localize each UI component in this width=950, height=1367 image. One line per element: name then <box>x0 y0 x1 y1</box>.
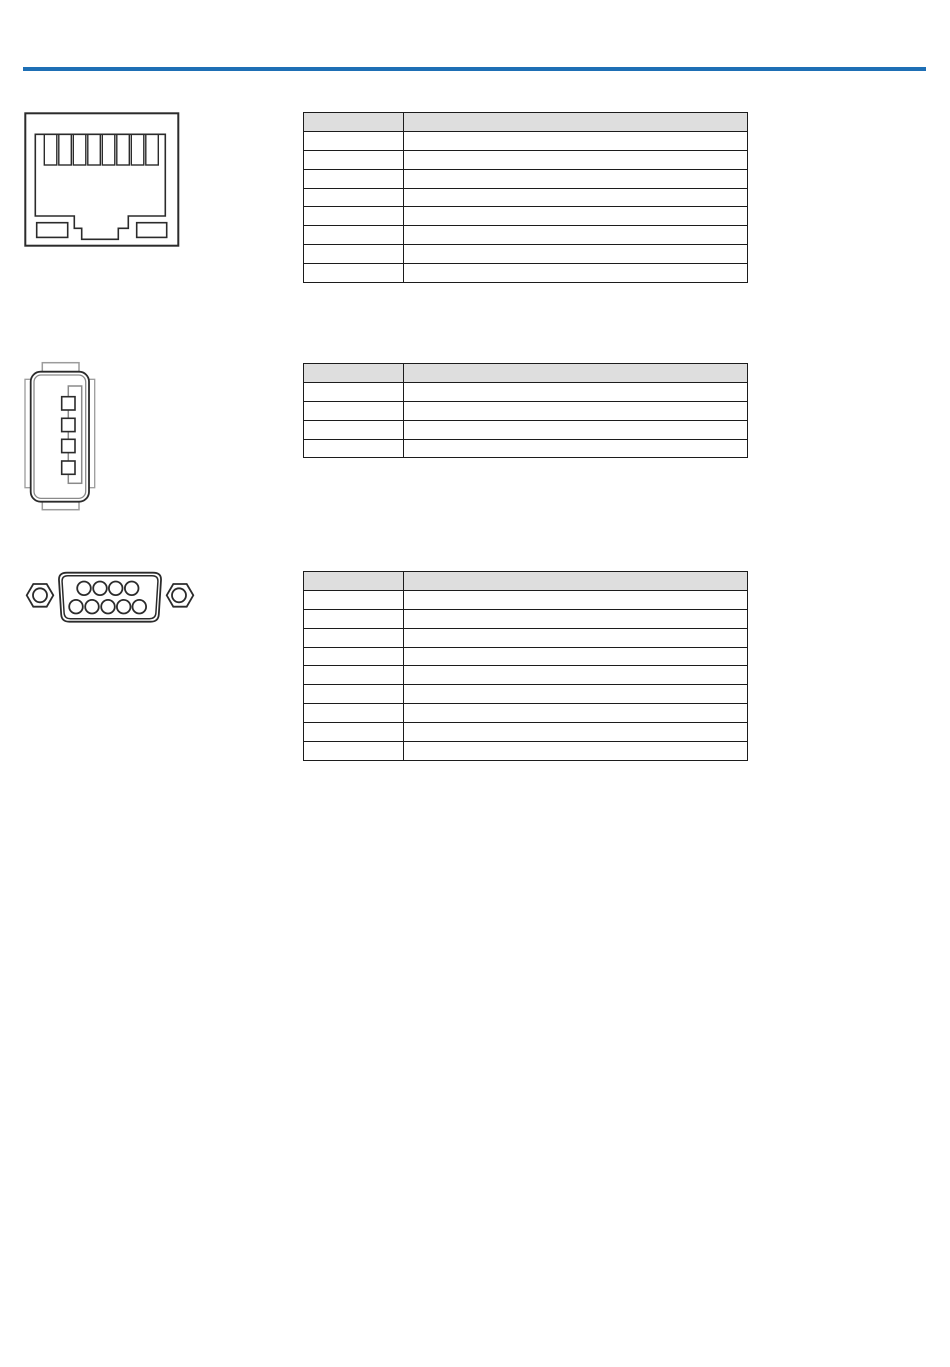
table-cell <box>304 169 404 188</box>
rj45-outer-shell <box>25 113 178 245</box>
table-header-cell <box>304 572 404 591</box>
table-cell <box>404 742 748 761</box>
table-cell <box>404 666 748 685</box>
table-cell <box>304 609 404 628</box>
table-row <box>304 150 748 169</box>
table-row <box>304 226 748 245</box>
table-cell <box>304 188 404 207</box>
table-cell <box>304 628 404 647</box>
table-cell <box>404 628 748 647</box>
table-cell <box>404 704 748 723</box>
table-row <box>304 590 748 609</box>
usb-pinout-table <box>303 363 748 458</box>
rj45-pins <box>44 134 158 165</box>
table-cell <box>304 723 404 742</box>
table-row <box>304 647 748 666</box>
table-cell <box>404 264 748 283</box>
table-row <box>304 169 748 188</box>
table-cell <box>304 226 404 245</box>
table-cell <box>304 150 404 169</box>
db9-shell-outer <box>59 573 161 622</box>
db9-pinout-table <box>303 571 748 761</box>
db9-connector-diagram-icon <box>22 567 197 625</box>
table-cell <box>404 131 748 150</box>
table-cell <box>404 647 748 666</box>
table-row <box>304 264 748 283</box>
table-cell <box>404 439 748 458</box>
table-cell <box>404 169 748 188</box>
rj45-mount-tabs <box>37 223 167 238</box>
table-cell <box>304 685 404 704</box>
table-header-cell <box>304 364 404 383</box>
table-header-cell <box>404 113 748 132</box>
usb-shell-outer <box>31 372 89 502</box>
table-row <box>304 245 748 264</box>
table-cell <box>304 647 404 666</box>
table-row <box>304 628 748 647</box>
rj45-pinout-table <box>303 112 748 283</box>
table-header-cell <box>404 364 748 383</box>
table-cell <box>304 704 404 723</box>
header-divider-rule <box>23 67 926 71</box>
table-cell <box>404 590 748 609</box>
table-cell <box>304 439 404 458</box>
table-cell <box>404 420 748 439</box>
table-header-row <box>304 572 748 591</box>
table-cell <box>404 207 748 226</box>
table-row <box>304 439 748 458</box>
table-cell <box>404 382 748 401</box>
table-row <box>304 420 748 439</box>
table-row <box>304 742 748 761</box>
table-header-row <box>304 364 748 383</box>
table-cell <box>304 590 404 609</box>
table-cell <box>304 401 404 420</box>
table-row <box>304 723 748 742</box>
table-cell <box>304 742 404 761</box>
table-cell <box>404 150 748 169</box>
table-row <box>304 188 748 207</box>
table-header-row <box>304 113 748 132</box>
table-row <box>304 609 748 628</box>
table-cell <box>304 666 404 685</box>
table-cell <box>404 723 748 742</box>
usb-receptacle-diagram-icon <box>22 358 98 514</box>
table-cell <box>304 264 404 283</box>
table-row <box>304 131 748 150</box>
table-row <box>304 382 748 401</box>
table-cell <box>404 609 748 628</box>
table-cell <box>304 420 404 439</box>
table-cell <box>304 382 404 401</box>
table-header-cell <box>404 572 748 591</box>
table-cell <box>304 207 404 226</box>
table-row <box>304 704 748 723</box>
table-row <box>304 207 748 226</box>
table-cell <box>304 131 404 150</box>
table-cell <box>404 226 748 245</box>
table-cell <box>404 188 748 207</box>
table-cell <box>304 245 404 264</box>
rj45-jack-diagram-icon <box>20 108 185 251</box>
table-row <box>304 666 748 685</box>
table-cell <box>404 245 748 264</box>
table-cell <box>404 401 748 420</box>
table-row <box>304 401 748 420</box>
table-cell <box>404 685 748 704</box>
table-row <box>304 685 748 704</box>
table-header-cell <box>304 113 404 132</box>
